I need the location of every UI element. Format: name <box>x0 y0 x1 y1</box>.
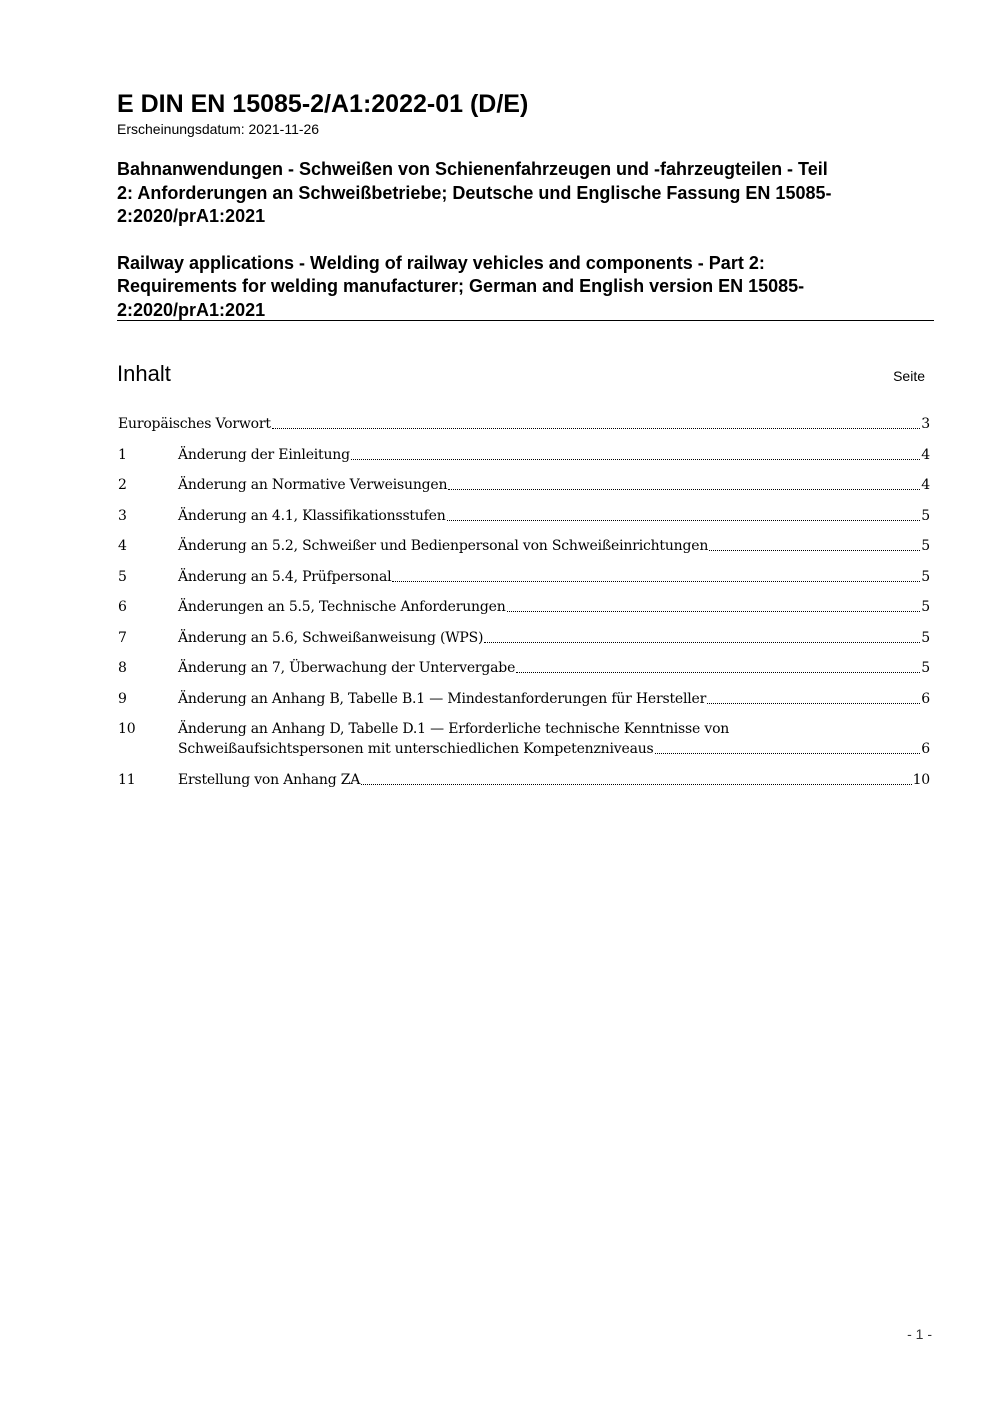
dot-leader <box>392 580 920 582</box>
toc-entry[interactable] <box>118 628 930 659</box>
toc-entry-page: 5 <box>921 629 930 646</box>
dot-leader <box>709 549 920 551</box>
dot-leader <box>507 610 921 612</box>
title-english-line: 2:2020/prA1:2021 <box>117 299 266 320</box>
toc-entry[interactable] <box>118 536 930 567</box>
toc-entry-title: Änderung an 7, Überwachung der Untervergabe <box>178 660 516 676</box>
toc-entry-page: 5 <box>921 538 930 554</box>
toc-entry[interactable] <box>118 719 930 770</box>
dot-leader <box>655 752 921 754</box>
dot-leader <box>484 641 920 643</box>
title-english <box>117 252 933 323</box>
toc-entry-title: Änderung an 5.4, Prüfpersonal <box>178 568 392 585</box>
toc-entry-page: 5 <box>921 660 930 676</box>
title-german-line: Bahnanwendungen - Schweißen von Schienenfahrzeugen und -fahrzeugteilen - Teil <box>117 159 828 179</box>
page-number: - 1 - <box>907 1326 932 1342</box>
dot-leader <box>516 671 920 673</box>
toc-entry-page: 10 <box>912 772 930 788</box>
toc-entry[interactable] <box>118 506 930 537</box>
title-german-line: 2:2020/prA1:2021 <box>117 206 266 226</box>
toc-entry-page: 5 <box>921 507 930 524</box>
toc-entry-page: 6 <box>921 690 930 707</box>
publication-date: Erscheinungsdatum: 2021-11-26 <box>117 121 320 137</box>
toc-entry[interactable] <box>118 597 930 628</box>
toc-entry-number: 5 <box>118 568 127 585</box>
toc-entry-title: Änderung an 4.1, Klassifikationsstufen <box>178 507 446 524</box>
title-english-line: Railway applications - Welding of railway vehicles and components - Part 2: <box>117 252 765 273</box>
toc-entry-title: Änderung an 5.2, Schweißer und Bedienpersonal von Schweißeinrichtungen <box>178 538 709 554</box>
toc-entry[interactable] <box>118 445 930 476</box>
toc-title: Inhalt <box>117 361 171 386</box>
toc-entry-title: Änderung an 5.6, Schweißanweisung (WPS) <box>178 629 484 646</box>
document-id: E DIN EN 15085-2/A1:2022-01 (D/E) <box>117 90 529 118</box>
title-english-line: Requirements for welding manufacturer; German and English version EN 15085- <box>117 276 805 296</box>
toc-entry-number: 10 <box>118 721 136 737</box>
toc-entry[interactable] <box>118 689 930 720</box>
toc-entry-title: Änderung an Anhang D, Tabelle D.1 — Erforderliche technische Kenntnisse von <box>178 721 730 737</box>
toc-entry-page: 5 <box>921 599 930 615</box>
toc-entry[interactable] <box>118 567 930 598</box>
toc-entry-title-continued: Schweißaufsichtspersonen mit unterschiedlichen Kompetenzniveaus <box>178 741 654 757</box>
toc-entry[interactable] <box>118 475 930 506</box>
toc-entry[interactable] <box>118 414 930 445</box>
dot-leader <box>351 458 920 460</box>
toc-entry-number: 11 <box>118 772 136 788</box>
dot-leader <box>361 783 911 785</box>
toc-entry-page: 4 <box>921 477 930 493</box>
dot-leader <box>448 488 920 490</box>
toc-entry-title: Änderung der Einleitung <box>178 446 350 463</box>
header-divider <box>117 320 934 321</box>
toc-entry-number: 4 <box>118 538 127 554</box>
document-header <box>117 88 933 322</box>
toc-entry-number: 1 <box>118 446 127 463</box>
dot-leader <box>707 702 920 704</box>
toc-entry-title: Änderungen an 5.5, Technische Anforderungen <box>178 599 506 615</box>
toc-page-label: Seite <box>893 368 925 384</box>
toc-entry[interactable] <box>118 770 930 801</box>
toc-entry-page: 4 <box>921 446 930 463</box>
toc-entry-number: 2 <box>118 477 127 493</box>
toc-entry[interactable] <box>118 658 930 689</box>
toc-entry-page: 6 <box>921 741 930 757</box>
title-german <box>117 158 933 229</box>
title-german-line: 2: Anforderungen an Schweißbetriebe; Deutsche und Englische Fassung EN 15085- <box>117 182 832 203</box>
toc-entry-page: 3 <box>921 416 930 432</box>
toc-entry-number: 9 <box>118 690 127 707</box>
toc-entry-number: 7 <box>118 629 127 646</box>
toc-heading <box>117 360 927 390</box>
dot-leader <box>272 427 920 429</box>
toc-entry-number: 8 <box>118 660 127 676</box>
toc-entry-page: 5 <box>921 568 930 585</box>
toc-entry-title: Änderung an Anhang B, Tabelle B.1 — Mindestanforderungen für Hersteller <box>178 690 707 707</box>
toc-entry-title: Änderung an Normative Verweisungen <box>178 477 448 493</box>
toc-entry-number: 3 <box>118 507 127 524</box>
toc-entry-number: 6 <box>118 599 127 615</box>
toc-entry-title: Europäisches Vorwort <box>118 416 271 432</box>
toc-entry-title: Erstellung von Anhang ZA <box>178 772 361 788</box>
table-of-contents <box>118 414 930 801</box>
dot-leader <box>447 519 921 521</box>
